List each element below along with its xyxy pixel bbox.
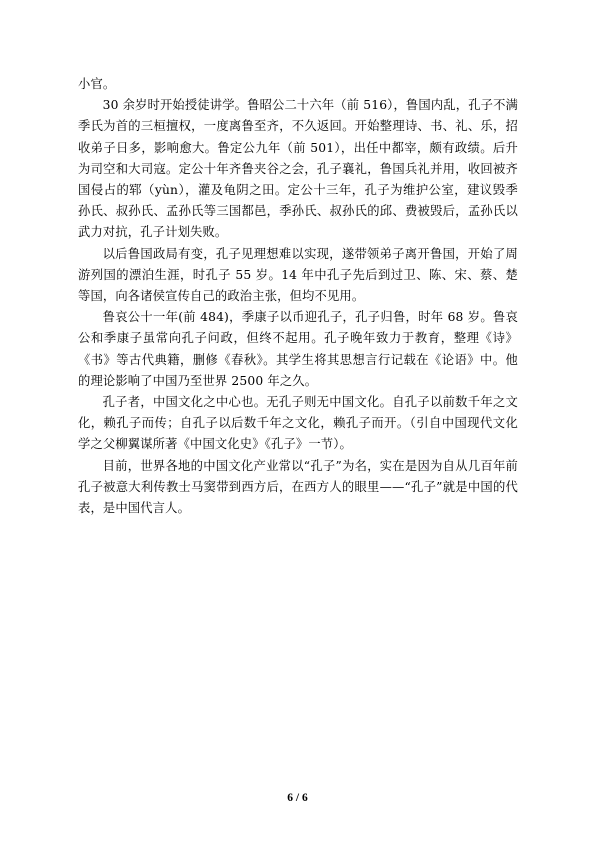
- paragraph-return-to-lu: 鲁哀公十一年(前 484)，季康子以币迎孔子，孔子归鲁，时年 68 岁。鲁哀公和季康子虽常向孔子问政，但终不起用。孔子晚年致力于教育，整理《诗》《书》等古代典籍，删修《春秋》。其学生将其思想言行记载在《论语》中。他的理论影响了中国乃至世界 2500 年之久。: [78, 310, 518, 388]
- paragraph-wandering-years: 以后鲁国政局有变，孔子见理想难以实现，遂带领弟子离开鲁国，开始了周游列国的漂泊生涯，时孔子 55 岁。14 年中孔子先后到过卫、陈、宋、蔡、楚等国，向各诸侯宣传自己的政治主张，但均不见用。: [78, 246, 518, 304]
- paragraph-modern-influence: 目前，世界各地的中国文化产业常以“孔子”为名，实在是因为自从几百年前孔子被意大利传教士马窦带到西方后，在西方人的眼里——“孔子”就是中国的代表，是中国代言人。: [78, 458, 518, 516]
- page-number: 6 / 6: [287, 792, 308, 804]
- paragraph-teaching-career: 30 余岁时开始授徒讲学。鲁昭公二十六年（前 516），鲁国内乱，孔子不满季氏为首的三桓擅权，一度离鲁至齐，不久返回。开始整理诗、书、礼、乐，招收弟子日多，影响愈大。鲁定公九年（前 501），出任中都宰，颇有政绩。后升为司空和大司寇。定公十年齐鲁夹谷之会，孔子襄礼，鲁国兵礼并用，收回被齐国侵占的郓（yùn），灌及龟阴之田。定公十三年，孔子为维护公室，建议毁季孙氏、叔孙氏、孟孙氏等三国都邑，季孙氏、叔孙氏的邱、费被毁后，孟孙氏以武力对抗，孔子计划失败。: [78, 98, 518, 240]
- document-body: [78, 74, 518, 519]
- paragraph-cultural-center: 孔子者，中国文化之中心也。无孔子则无中国文化。自孔子以前数千年之文化，赖孔子而传；自孔子以后数千年之文化，赖孔子而开。（引自中国现代文化学之父柳翼谋所著《中国文化史》《孔子》一节）。: [78, 395, 518, 452]
- paragraph-continuation: 小官。: [78, 77, 116, 91]
